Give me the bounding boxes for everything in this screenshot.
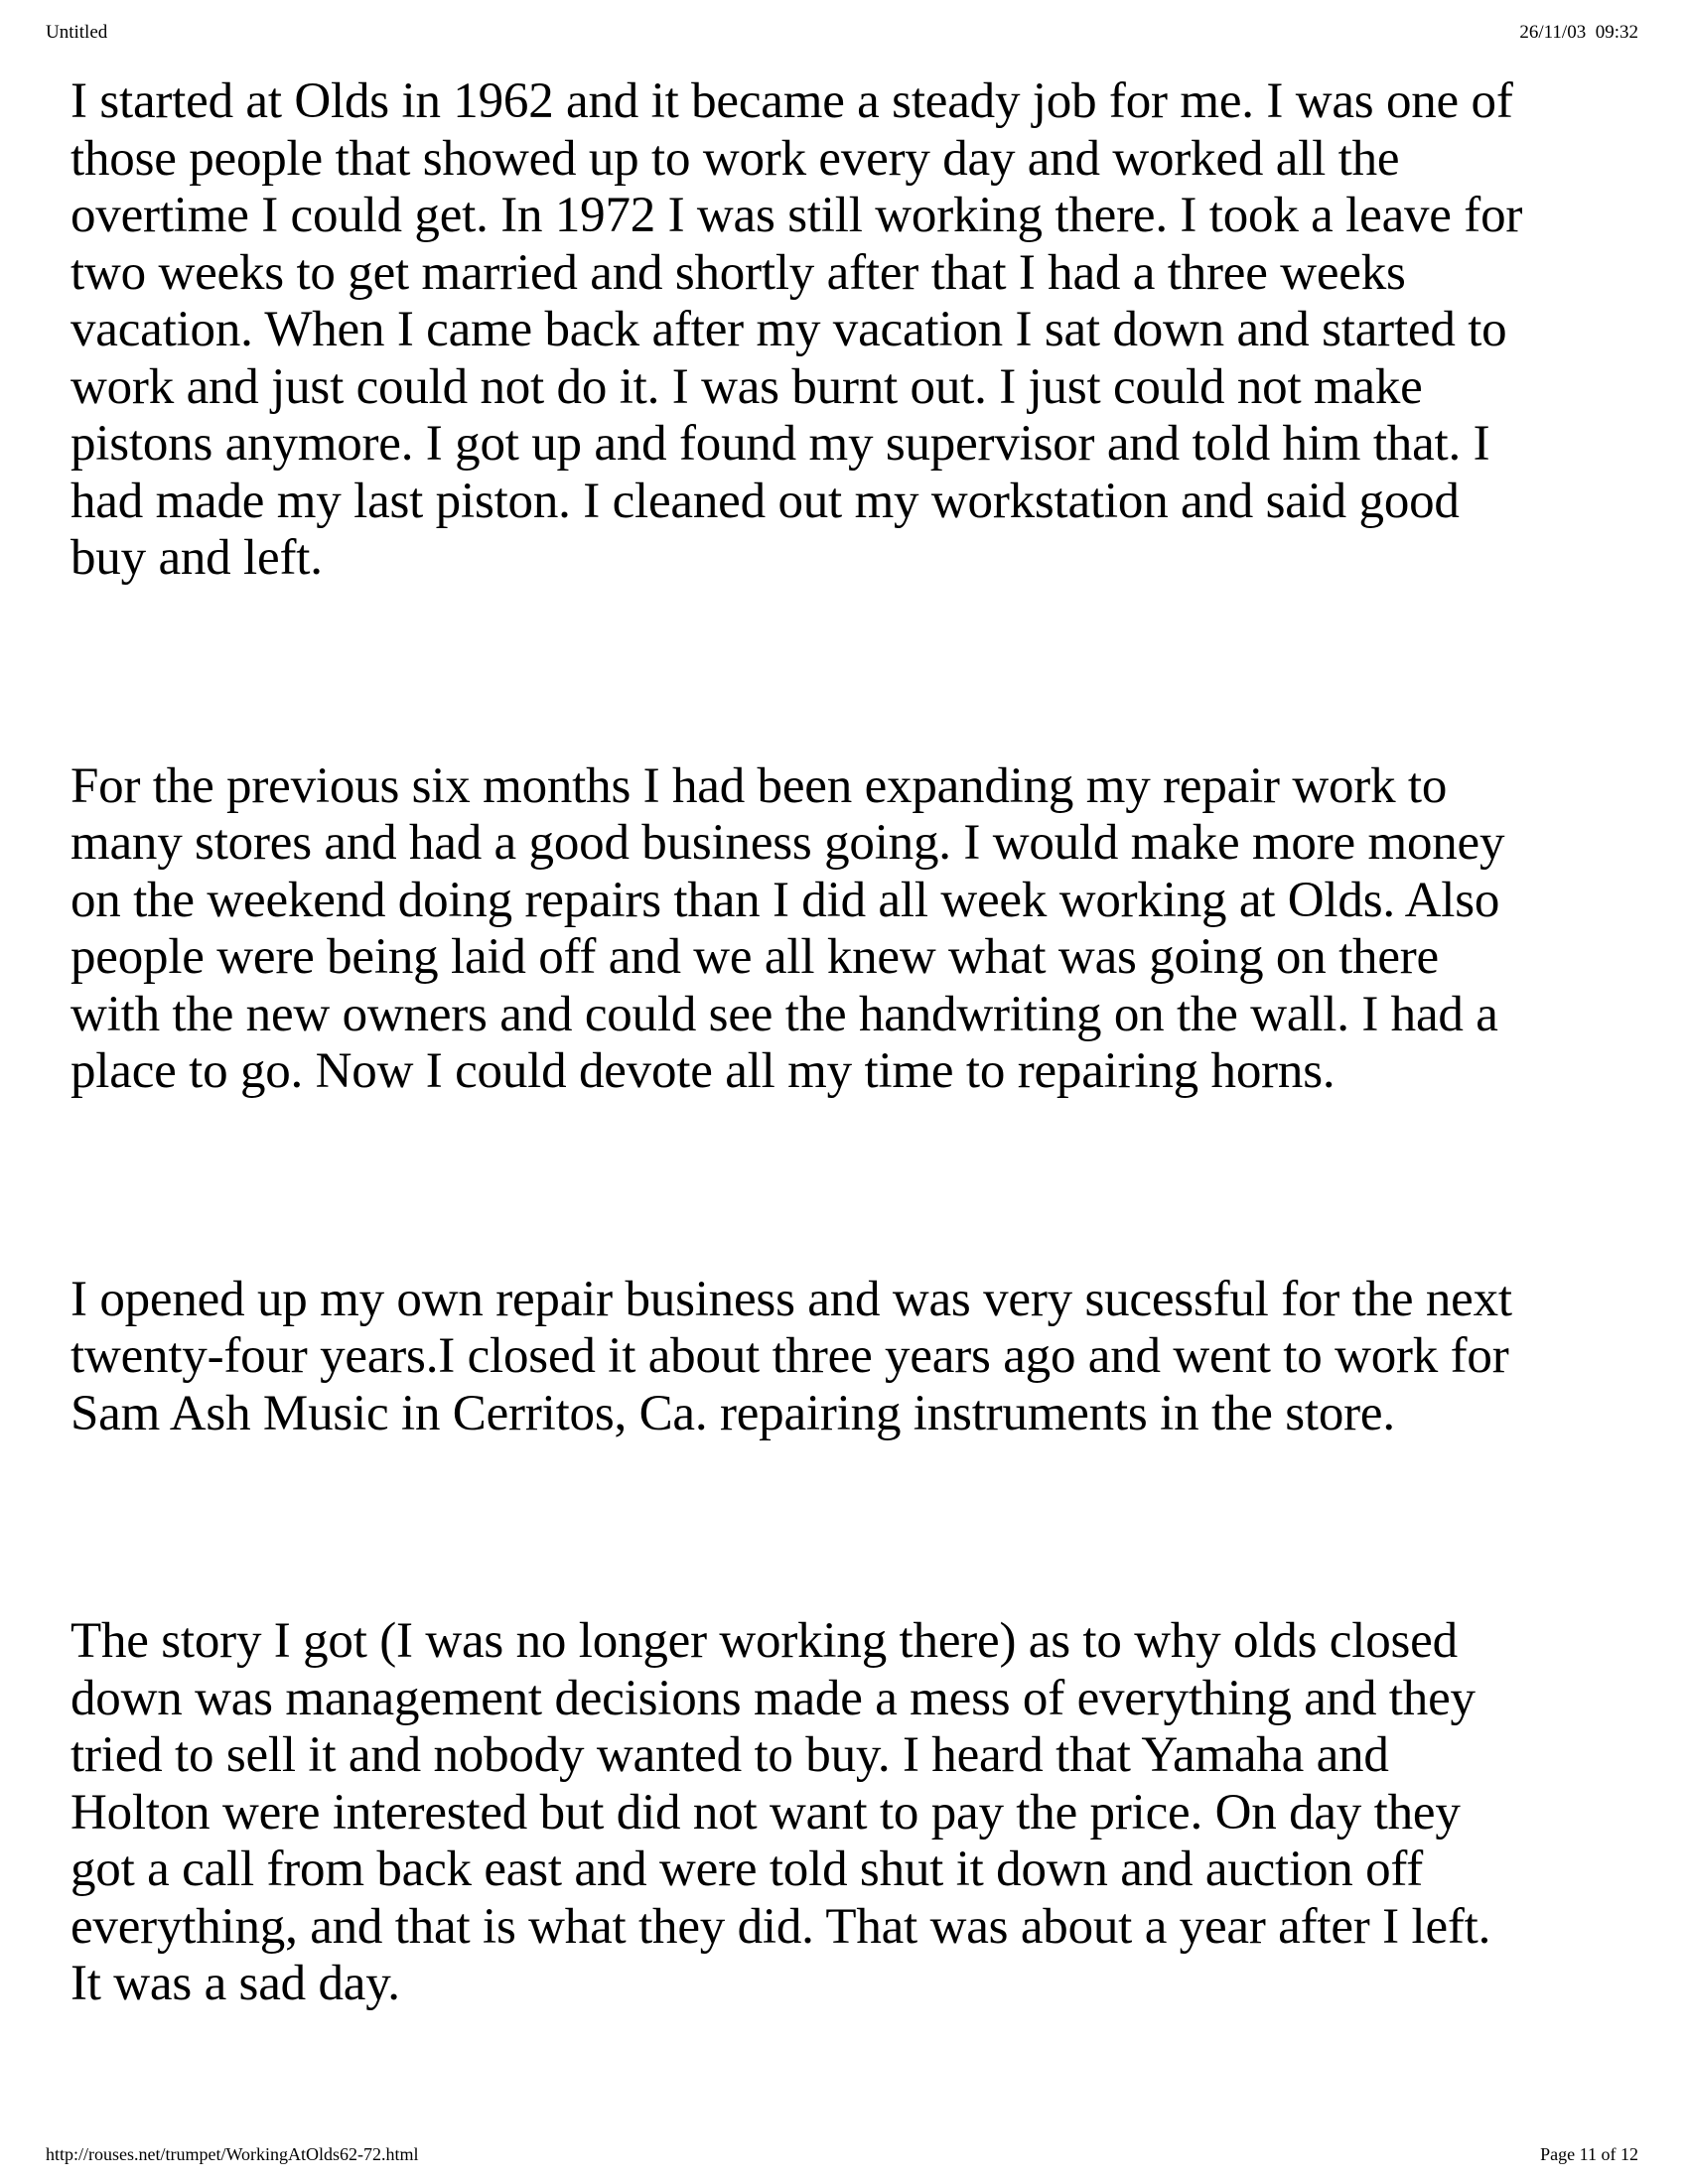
text-line: people were being laid off and we all knew what was going on there (70, 929, 1439, 985)
text-line: those people that showed up to work every day and worked all the (70, 130, 1400, 187)
text-line: Holton were interested but did not want to pay the price. On day they (70, 1784, 1461, 1841)
paragraph-leaving-olds (70, 73, 1629, 588)
article-body (70, 73, 1629, 2013)
text-line: got a call from back east and were told shut it down and auction off (70, 1842, 1424, 1897)
text-line: on the weekend doing repairs than I did all week working at Olds. Also (70, 872, 1500, 928)
text-line: many stores and had a good business going. I would make more money (70, 815, 1505, 871)
text-line: It was a sad day. (70, 1956, 400, 2011)
text-line: place to go. Now I could devote all my time to repairing horns. (70, 1043, 1336, 1099)
paragraph-olds-closing (70, 1613, 1629, 2013)
text-line: buy and left. (70, 530, 323, 586)
text-line: work and just could not do it. I was burnt out. I just could not make (70, 358, 1423, 415)
text-line: with the new owners and could see the handwriting on the wall. I had a (70, 986, 1498, 1042)
text-line: vacation. When I came back after my vacation I sat down and started to (70, 302, 1507, 357)
text-line: I started at Olds in 1962 and it became a steady job for me. I was one of (70, 73, 1513, 129)
print-timestamp: 26/11/03 09:32 (1519, 22, 1638, 43)
page-number: Page 11 of 12 (1540, 2144, 1638, 2164)
text-line: tried to sell it and nobody wanted to buy. I heard that Yamaha and (70, 1727, 1389, 1783)
text-line: I opened up my own repair business and was very sucessful for the next (70, 1271, 1512, 1327)
text-line: down was management decisions made a mess of everything and they (70, 1670, 1476, 1726)
paragraph-repair-work (70, 758, 1629, 1101)
document-title: Untitled (46, 22, 108, 43)
text-line: pistons anymore. I got up and found my supervisor and told him that. I (70, 416, 1490, 472)
text-line: Sam Ash Music in Cerritos, Ca. repairing instruments in the store. (70, 1385, 1395, 1441)
source-url: http://rouses.net/trumpet/WorkingAtOlds62-72.html (46, 2144, 419, 2164)
text-line: had made my last piston. I cleaned out my workstation and said good (70, 473, 1460, 529)
paragraph-own-business (70, 1272, 1629, 1443)
page-footer (46, 2144, 1638, 2172)
text-line: everything, and that is what they did. That was about a year after I left. (70, 1898, 1491, 1955)
text-line: twenty-four years.I closed it about three years ago and went to work for (70, 1328, 1509, 1384)
text-line: two weeks to get married and shortly after that I had a three weeks (70, 244, 1406, 301)
text-line: The story I got (I was no longer working there) as to why olds closed (70, 1613, 1458, 1669)
text-line: overtime I could get. In 1972 I was still working there. I took a leave for (70, 188, 1523, 243)
text-line: For the previous six months I had been expanding my repair work to (70, 757, 1448, 814)
page-header (46, 22, 1638, 52)
